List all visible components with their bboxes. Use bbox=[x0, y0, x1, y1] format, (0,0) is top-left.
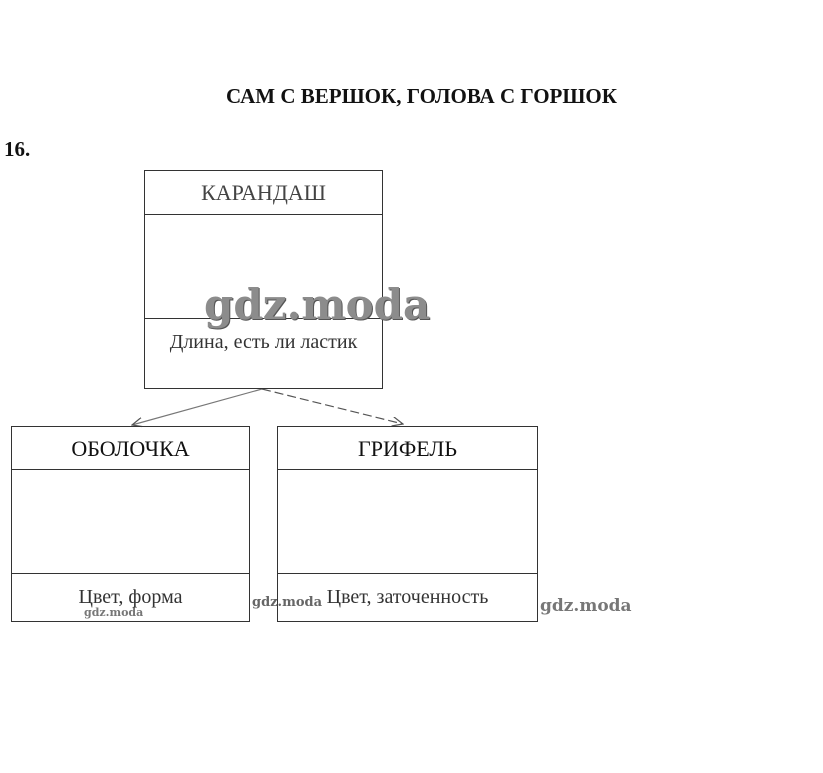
watermark-main: gdz.moda bbox=[204, 280, 431, 329]
diagram-title: САМ С ВЕРШОК, ГОЛОВА С ГОРШОК bbox=[226, 84, 617, 108]
watermark-small-2: gdz.moda bbox=[252, 595, 323, 610]
watermark-small-3: gdz.moda bbox=[540, 596, 632, 616]
class-operations-shell: Цвет, форма bbox=[12, 573, 249, 621]
class-name-lead: ГРИФЕЛЬ bbox=[278, 427, 537, 470]
task-number: 16. bbox=[4, 137, 31, 161]
relation-line-shell bbox=[132, 389, 262, 425]
class-box-lead bbox=[277, 426, 538, 622]
relation-line-lead bbox=[262, 389, 403, 424]
class-box-shell bbox=[11, 426, 250, 622]
class-attributes-lead bbox=[278, 470, 537, 575]
class-operations-lead: Цвет, заточенность bbox=[278, 573, 537, 621]
class-name-shell: ОБОЛОЧКА bbox=[12, 427, 249, 470]
watermark-small-1: gdz.moda bbox=[84, 606, 144, 619]
class-name-pencil: КАРАНДАШ bbox=[145, 171, 382, 215]
class-attributes-shell bbox=[12, 470, 249, 575]
class-operations-pencil: Длина, есть ли ластик bbox=[145, 318, 382, 388]
